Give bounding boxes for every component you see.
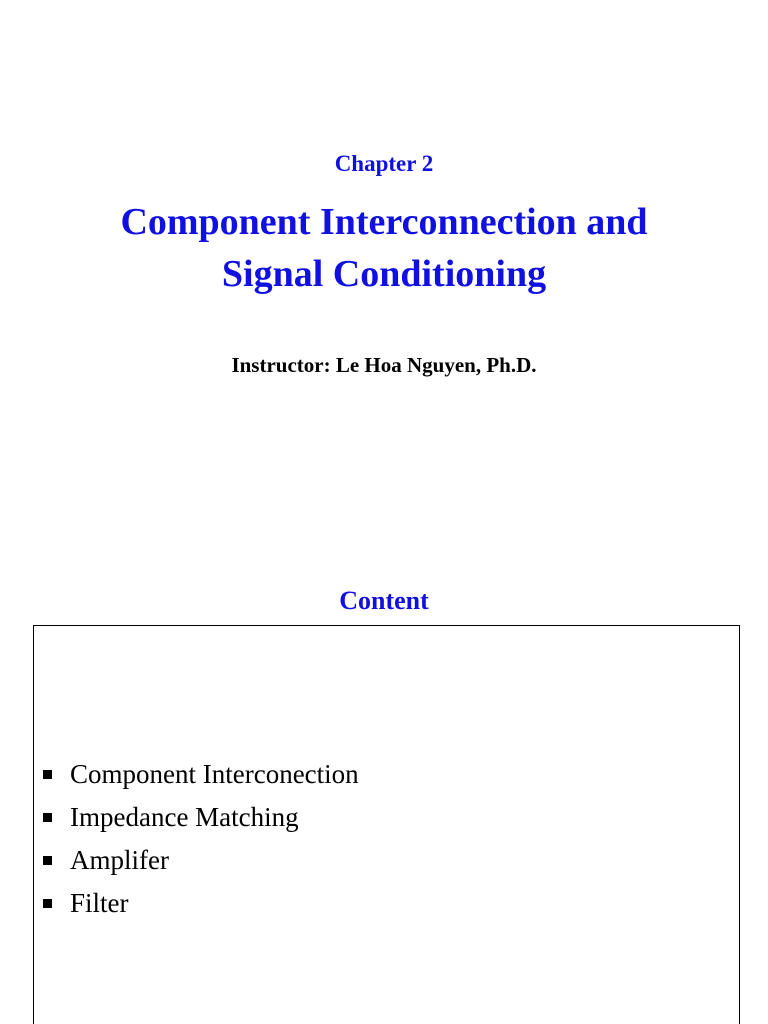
- square-bullet-icon: [43, 856, 52, 865]
- slide-title: [0, 196, 768, 300]
- square-bullet-icon: [43, 770, 52, 779]
- instructor-line: Instructor: Le Hoa Nguyen, Ph.D.: [231, 353, 537, 377]
- square-bullet-icon: [43, 899, 52, 908]
- content-box: [33, 625, 740, 1024]
- list-item-label: Component Interconection: [70, 759, 359, 789]
- square-bullet-icon: [43, 813, 52, 822]
- content-heading: Content: [339, 586, 429, 615]
- list-item: [43, 882, 359, 925]
- list-item: [43, 796, 359, 839]
- list-item: [43, 753, 359, 796]
- chapter-label: Chapter 2: [334, 151, 434, 176]
- list-item-label: Amplifer: [70, 845, 169, 875]
- content-list: [43, 753, 359, 925]
- list-item: [43, 839, 359, 882]
- list-item-label: Filter: [70, 888, 129, 918]
- list-item-label: Impedance Matching: [70, 802, 299, 832]
- title-line-2: Signal Conditioning: [221, 253, 547, 295]
- title-line-1: Component Interconnection and: [120, 201, 648, 243]
